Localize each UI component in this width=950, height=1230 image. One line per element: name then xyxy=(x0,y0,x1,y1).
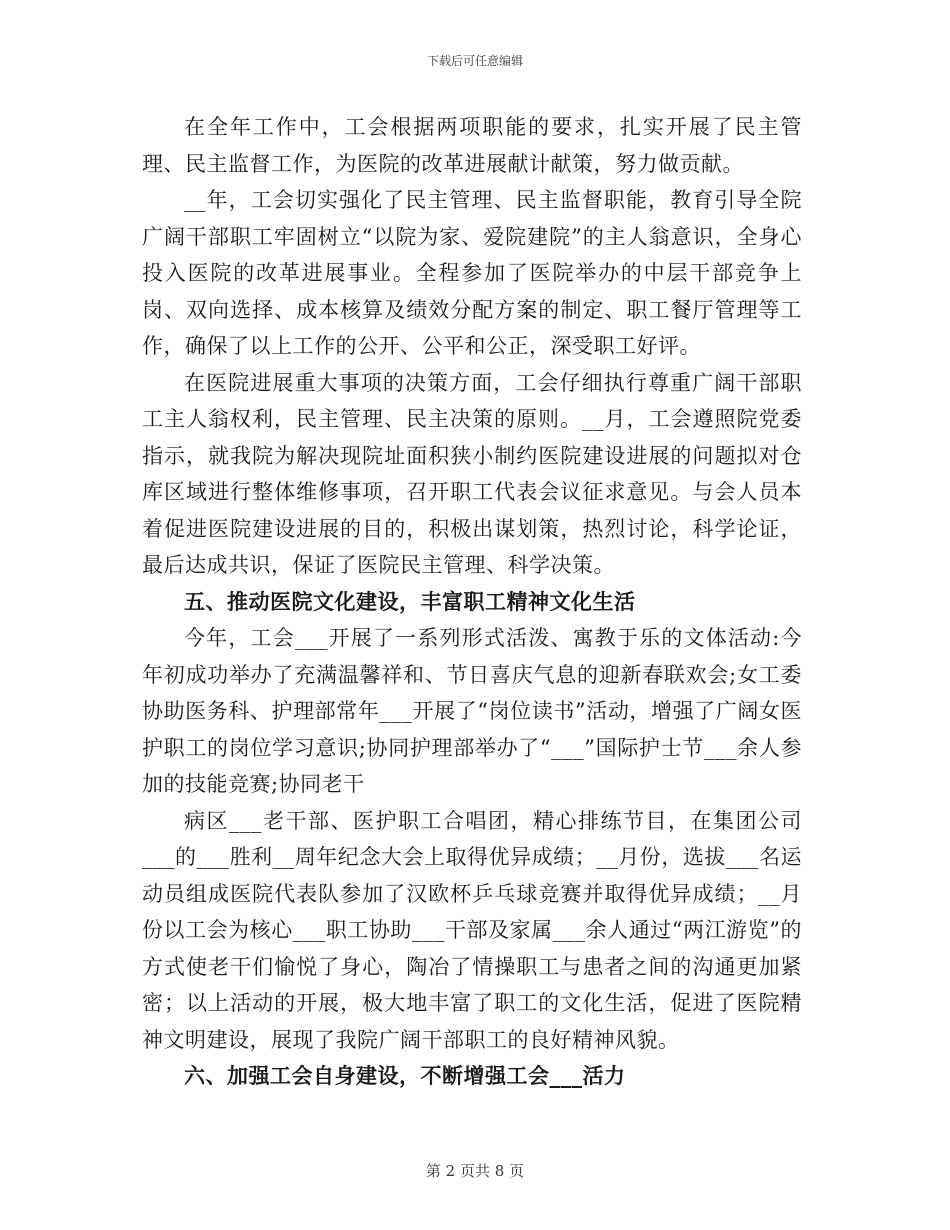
page-footer: 第 2 页共 8 页 xyxy=(425,1162,525,1180)
page-header: 下载后可任意编辑 xyxy=(426,54,523,68)
paragraph: 在医院进展重大事项的决策方面，工会仔细执行尊重广阔干部职工主人翁权利，民主管理、民主决策的原则。__月，工会遵照院党委指示，就我院为解决现院址面积狭小制约医院建设进展的问题拟对仓库区域进行整体维修事项，召开职工代表会议征求意见。与会人员本着促进医院建设进展的目的，积极出谋划策，热烈讨论，科学论证，最后达成共识，保证了医院民主管理、科学决策。 xyxy=(142,370,802,577)
paragraph: 今年，工会___开展了一系列形式活泼、寓教于乐的文体活动:今年初成功举办了充满温馨祥和、节日喜庆气息的迎新春联欢会;女工委协助医务科、护理部常年___开展了“岗位读书”活动，增强了广阔女医护职工的岗位学习意识;协同护理部举办了“___”国际护士节___余人参加的技能竞赛;协同老干 xyxy=(142,626,802,796)
section-heading-6: 六、加强工会自身建设，不断增强工会___活力 xyxy=(184,1064,626,1088)
section-heading-5: 五、推动医院文化建设，丰富职工精神文化生活 xyxy=(184,589,636,614)
document-body xyxy=(142,109,802,1095)
paragraph: 在全年工作中，工会根据两项职能的要求，扎实开展了民主管理、民主监督工作，为医院的改革进展献计献策，努力做贡献。 xyxy=(142,115,802,176)
paragraph: 病区___老干部、医护职工合唱团，精心排练节目，在集团公司___的___胜利__周年纪念大会上取得优异成绩；__月份，选拔___名运动员组成医院代表队参加了汉欧杯乒乓球竞赛并取得优异成绩；__月份以工会为核心___职工协助___干部及家属___余人通过“两江游览”的方式使老干们愉悦了身心，陶冶了情操职工与患者之间的沟通更加紧密；以上活动的开展，极大地丰富了职工的文化生活，促进了医院精神文明建设，展现了我院广阔干部职工的良好精神风貌。 xyxy=(142,808,802,1052)
paragraph: __年，工会切实强化了民主管理、民主监督职能，教育引导全院广阔干部职工牢固树立“以院为家、爱院建院”的主人翁意识，全身心投入医院的改革进展事业。全程参加了医院举办的中层干部竞争上岗、双向选择、成本核算及绩效分配方案的制定、职工餐厅管理等工作，确保了以上工作的公开、公平和公正，深受职工好评。 xyxy=(142,188,802,358)
